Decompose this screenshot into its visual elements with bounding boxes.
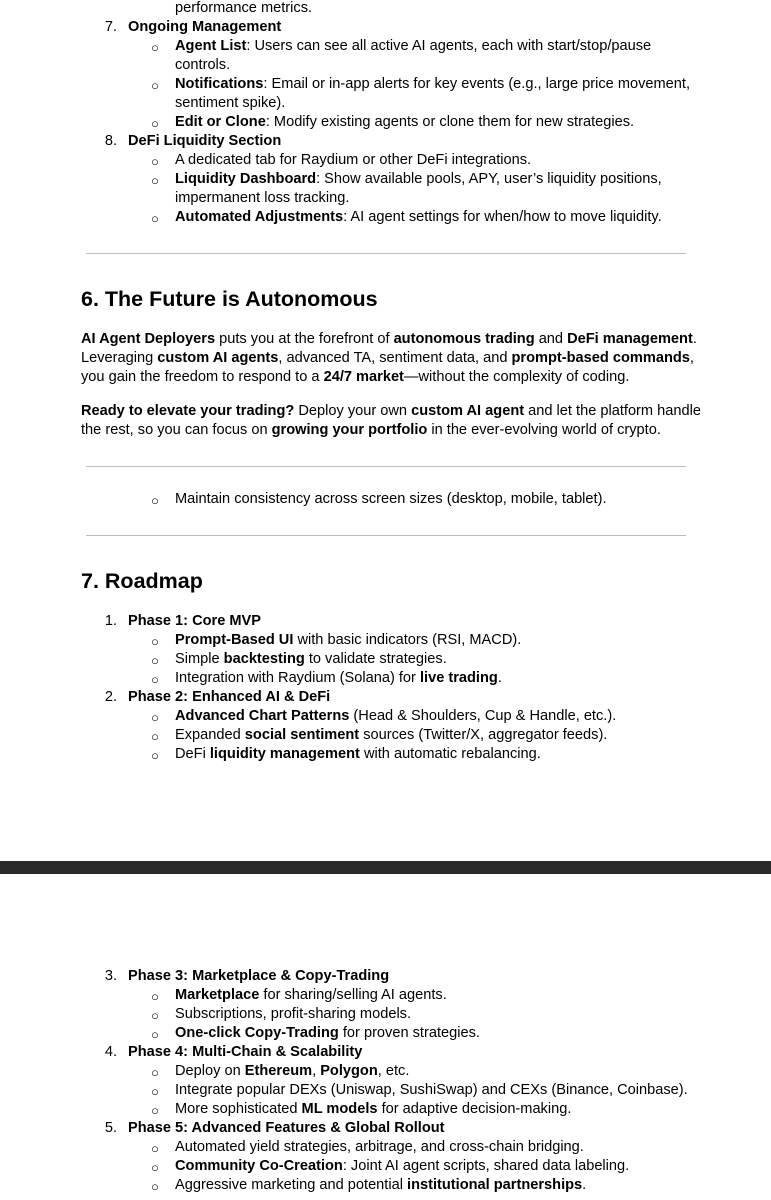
- list-item: Deploy on Ethereum, Polygon, etc.: [175, 1063, 410, 1079]
- bullet-icon: ○: [151, 634, 159, 649]
- bullet-icon: ○: [151, 989, 159, 1004]
- list-item: Prompt-Based UI with basic indicators (RSI, MACD).: [175, 632, 522, 648]
- list-item: Notifications: Email or in-app alerts for key events (e.g., large price movement,: [175, 76, 691, 92]
- bullet-icon: ○: [151, 653, 159, 668]
- list-item-continuation: controls.: [175, 57, 231, 73]
- paragraph: AI Agent Deployers puts you at the forefront of autonomous trading and DeFi management. Leveraging custom AI agents, advanced TA, sentiment data, and prompt-based commands, you gain the freedom to respond to a 24/7 market—without the complexity of coding.: [81, 331, 697, 385]
- bullet-icon: ○: [151, 154, 159, 169]
- list-number: 3.: [104, 968, 117, 984]
- horizontal-rule: [86, 535, 686, 536]
- bullet-icon: ○: [151, 1084, 159, 1099]
- bullet-icon: ○: [151, 116, 159, 131]
- page-break: [0, 861, 771, 874]
- list-item: Simple backtesting to validate strategies.: [175, 651, 447, 667]
- list-item: One-click Copy-Trading for proven strategies.: [175, 1025, 480, 1041]
- list-item: Automated Adjustments: AI agent settings for when/how to move liquidity.: [175, 209, 662, 225]
- bullet-icon: ○: [151, 1008, 159, 1023]
- bullet-icon: ○: [151, 1141, 159, 1156]
- list-item: Liquidity Dashboard: Show available pools, APY, user’s liquidity positions,: [175, 171, 662, 187]
- list-item: Subscriptions, profit-sharing models.: [175, 1006, 412, 1022]
- bullet-icon: ○: [151, 1065, 159, 1080]
- bullet-icon: ○: [151, 1179, 159, 1194]
- list-item: Community Co-Creation: Joint AI agent scripts, shared data labeling.: [175, 1158, 630, 1174]
- bullet-icon: ○: [151, 672, 159, 687]
- list-item: Integration with Raydium (Solana) for live trading.: [175, 670, 502, 686]
- bullet-icon: ○: [151, 493, 159, 508]
- list-item: Advanced Chart Patterns (Head & Shoulders, Cup & Handle, etc.).: [175, 708, 617, 724]
- list-item: Agent List: Users can see all active AI agents, each with start/stop/pause: [175, 38, 652, 54]
- list-item: Maintain consistency across screen sizes (desktop, mobile, tablet).: [175, 491, 607, 507]
- list-item: Automated yield strategies, arbitrage, and cross-chain bridging.: [175, 1139, 584, 1155]
- phase-title: Phase 2: Enhanced AI & DeFi: [128, 689, 331, 705]
- list-item: Edit or Clone: Modify existing agents or clone them for new strategies.: [175, 114, 635, 130]
- list-item: More sophisticated ML models for adaptive decision-making.: [175, 1101, 572, 1117]
- section-heading: 6. The Future is Autonomous: [81, 287, 378, 311]
- list-number: 4.: [104, 1044, 117, 1060]
- list-number: 7.: [104, 19, 117, 35]
- phase-title: Phase 3: Marketplace & Copy-Trading: [128, 968, 390, 984]
- list-number: 1.: [104, 613, 117, 629]
- bullet-icon: ○: [151, 1160, 159, 1175]
- bullet-icon: ○: [151, 748, 159, 763]
- bullet-icon: ○: [151, 78, 159, 93]
- bullet-icon: ○: [151, 173, 159, 188]
- horizontal-rule: [86, 253, 686, 254]
- phase-title: Phase 5: Advanced Features & Global Rollout: [128, 1120, 445, 1136]
- list-number: 5.: [104, 1120, 117, 1136]
- list-item-continuation: impermanent loss tracking.: [175, 190, 350, 206]
- bullet-icon: ○: [151, 710, 159, 725]
- list-item: Expanded social sentiment sources (Twitter/X, aggregator feeds).: [175, 727, 608, 743]
- list-number: 8.: [104, 133, 117, 149]
- section-heading: 7. Roadmap: [81, 569, 203, 593]
- list-title: DeFi Liquidity Section: [128, 133, 282, 149]
- phase-title: Phase 1: Core MVP: [128, 613, 262, 629]
- continued-text: performance metrics.: [175, 0, 313, 16]
- phase-title: Phase 4: Multi-Chain & Scalability: [128, 1044, 363, 1060]
- bullet-icon: ○: [151, 1027, 159, 1042]
- list-item: A dedicated tab for Raydium or other DeFi integrations.: [175, 152, 532, 168]
- horizontal-rule: [86, 466, 686, 467]
- paragraph: Ready to elevate your trading? Deploy your own custom AI agent and let the platform handle the rest, so you can focus on growing your portfolio in the ever-evolving world of crypto.: [81, 403, 701, 438]
- list-title: Ongoing Management: [128, 19, 282, 35]
- list-item: Integrate popular DEXs (Uniswap, SushiSwap) and CEXs (Binance, Coinbase).: [175, 1082, 688, 1098]
- list-item: Aggressive marketing and potential institutional partnerships.: [175, 1177, 587, 1193]
- bullet-icon: ○: [151, 1103, 159, 1118]
- bullet-icon: ○: [151, 40, 159, 55]
- list-number: 2.: [104, 689, 117, 705]
- list-item: DeFi liquidity management with automatic rebalancing.: [175, 746, 541, 762]
- list-item: Marketplace for sharing/selling AI agents.: [175, 987, 447, 1003]
- bullet-icon: ○: [151, 211, 159, 226]
- list-item-continuation: sentiment spike).: [175, 95, 286, 111]
- bullet-icon: ○: [151, 729, 159, 744]
